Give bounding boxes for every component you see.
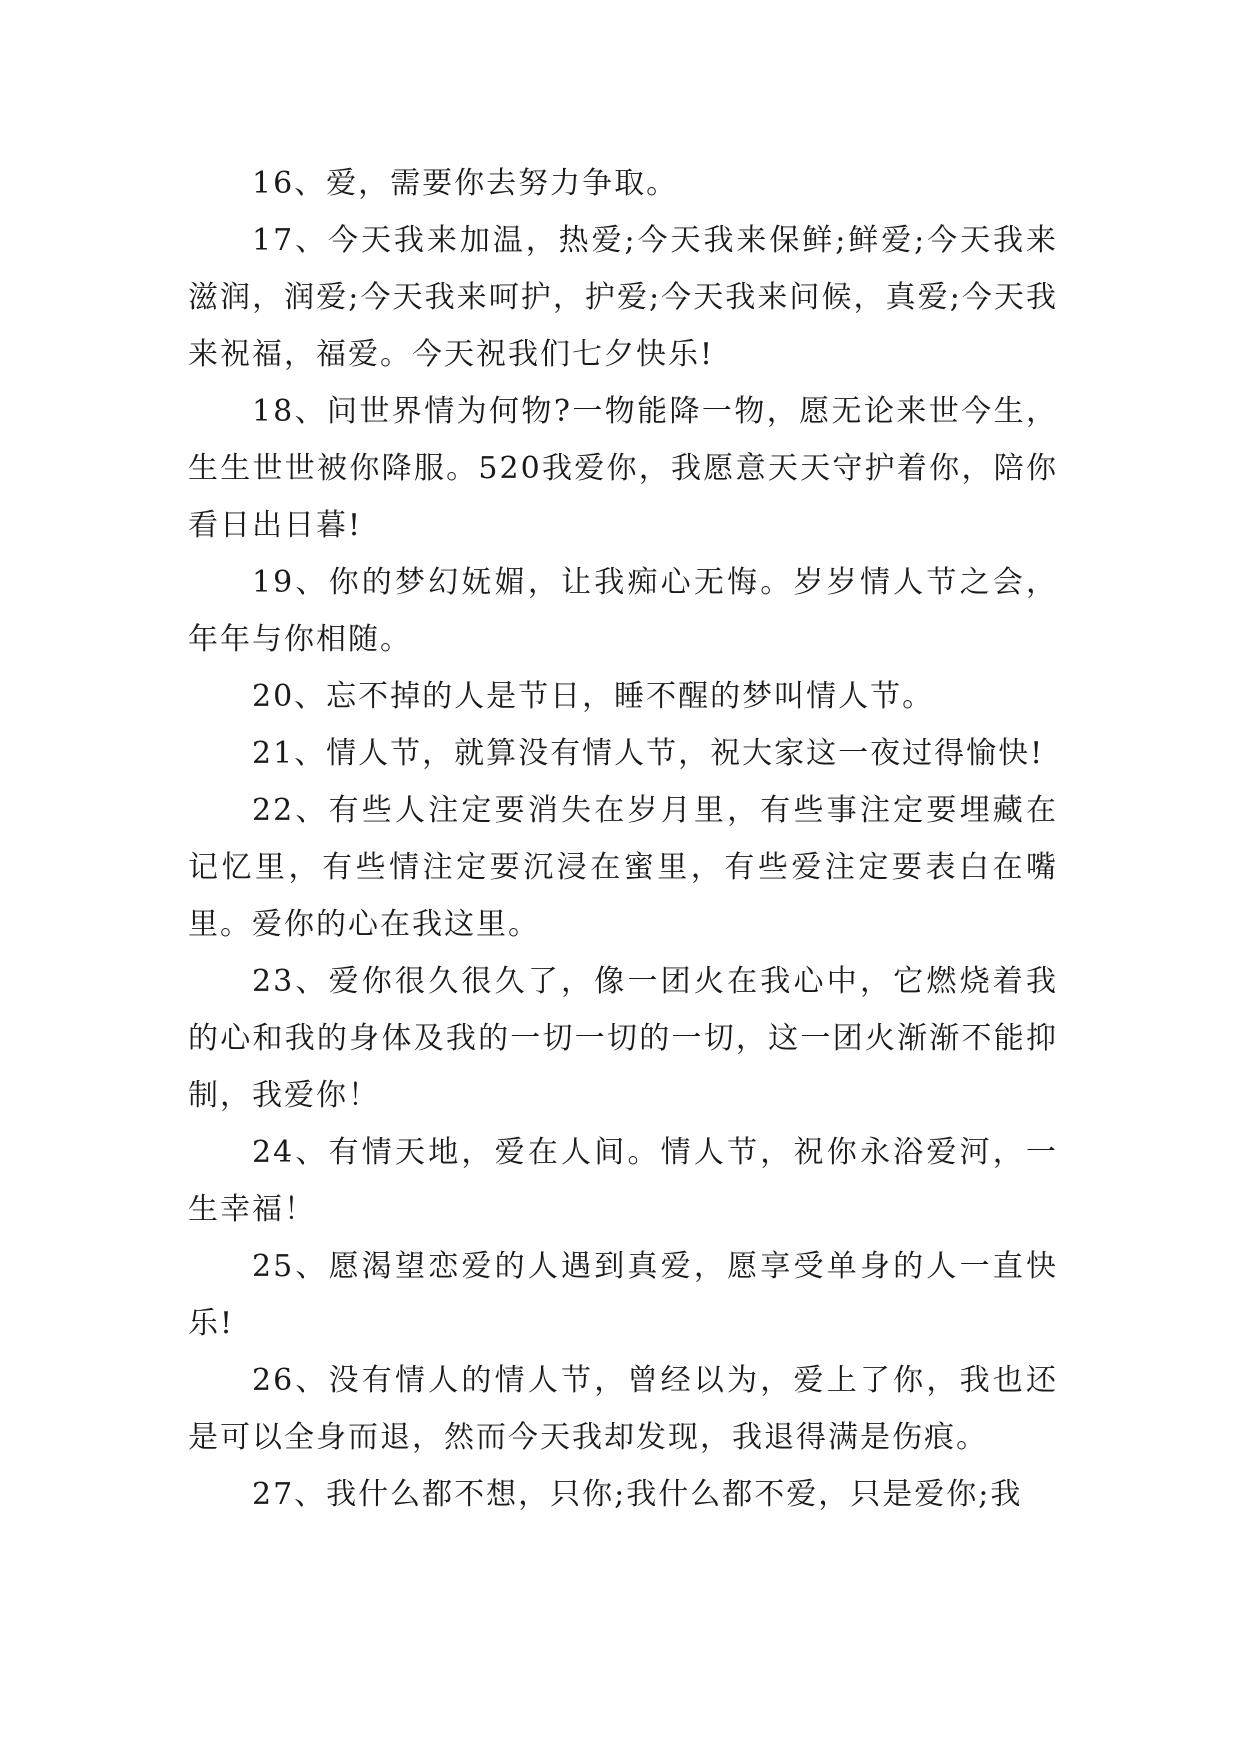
- paragraph-23: 23、爱你很久很久了，像一团火在我心中，它燃烧着我的心和我的身体及我的一切一切的一切，这一团火渐渐不能抑制，我爱你！: [188, 964, 1058, 1113]
- paragraph-21: 21、情人节，就算没有情人节，祝大家这一夜过得愉快!: [252, 736, 1045, 771]
- paragraph-27: 27、我什么都不想，只你;我什么都不爱，只是爱你;我: [252, 1477, 1023, 1512]
- document-body: [188, 155, 1058, 1523]
- paragraph-25: 25、愿渴望恋爱的人遇到真爱，愿享受单身的人一直快乐!: [188, 1249, 1058, 1341]
- paragraph-26: 26、没有情人的情人节，曾经以为，爱上了你，我也还是可以全身而退，然而今天我却发现，我退得满是伤痕。: [188, 1363, 1058, 1455]
- paragraph-24: 24、有情天地，爱在人间。情人节，祝你永浴爱河，一生幸福！: [188, 1135, 1058, 1227]
- paragraph-22: 22、有些人注定要消失在岁月里，有些事注定要埋藏在记忆里，有些情注定要沉浸在蜜里，有些爱注定要表白在嘴里。爱你的心在我这里。: [188, 793, 1058, 942]
- paragraph-16: 16、爱，需要你去努力争取。: [252, 166, 679, 201]
- paragraph-20: 20、忘不掉的人是节日，睡不醒的梦叫情人节。: [252, 679, 935, 714]
- paragraph-19: 19、你的梦幻妩媚，让我痴心无悔。岁岁情人节之会，年年与你相随。: [188, 565, 1058, 657]
- paragraph-17: 17、今天我来加温，热爱;今天我来保鲜;鲜爱;今天我来滋润，润爱;今天我来呵护，护爱;今天我来问候，真爱;今天我来祝福，福爱。今天祝我们七夕快乐!: [188, 223, 1058, 372]
- paragraph-18: 18、问世界情为何物?一物能降一物，愿无论来世今生，生生世世被你降服。520我爱你，我愿意天天守护着你，陪你看日出日暮!: [188, 394, 1058, 543]
